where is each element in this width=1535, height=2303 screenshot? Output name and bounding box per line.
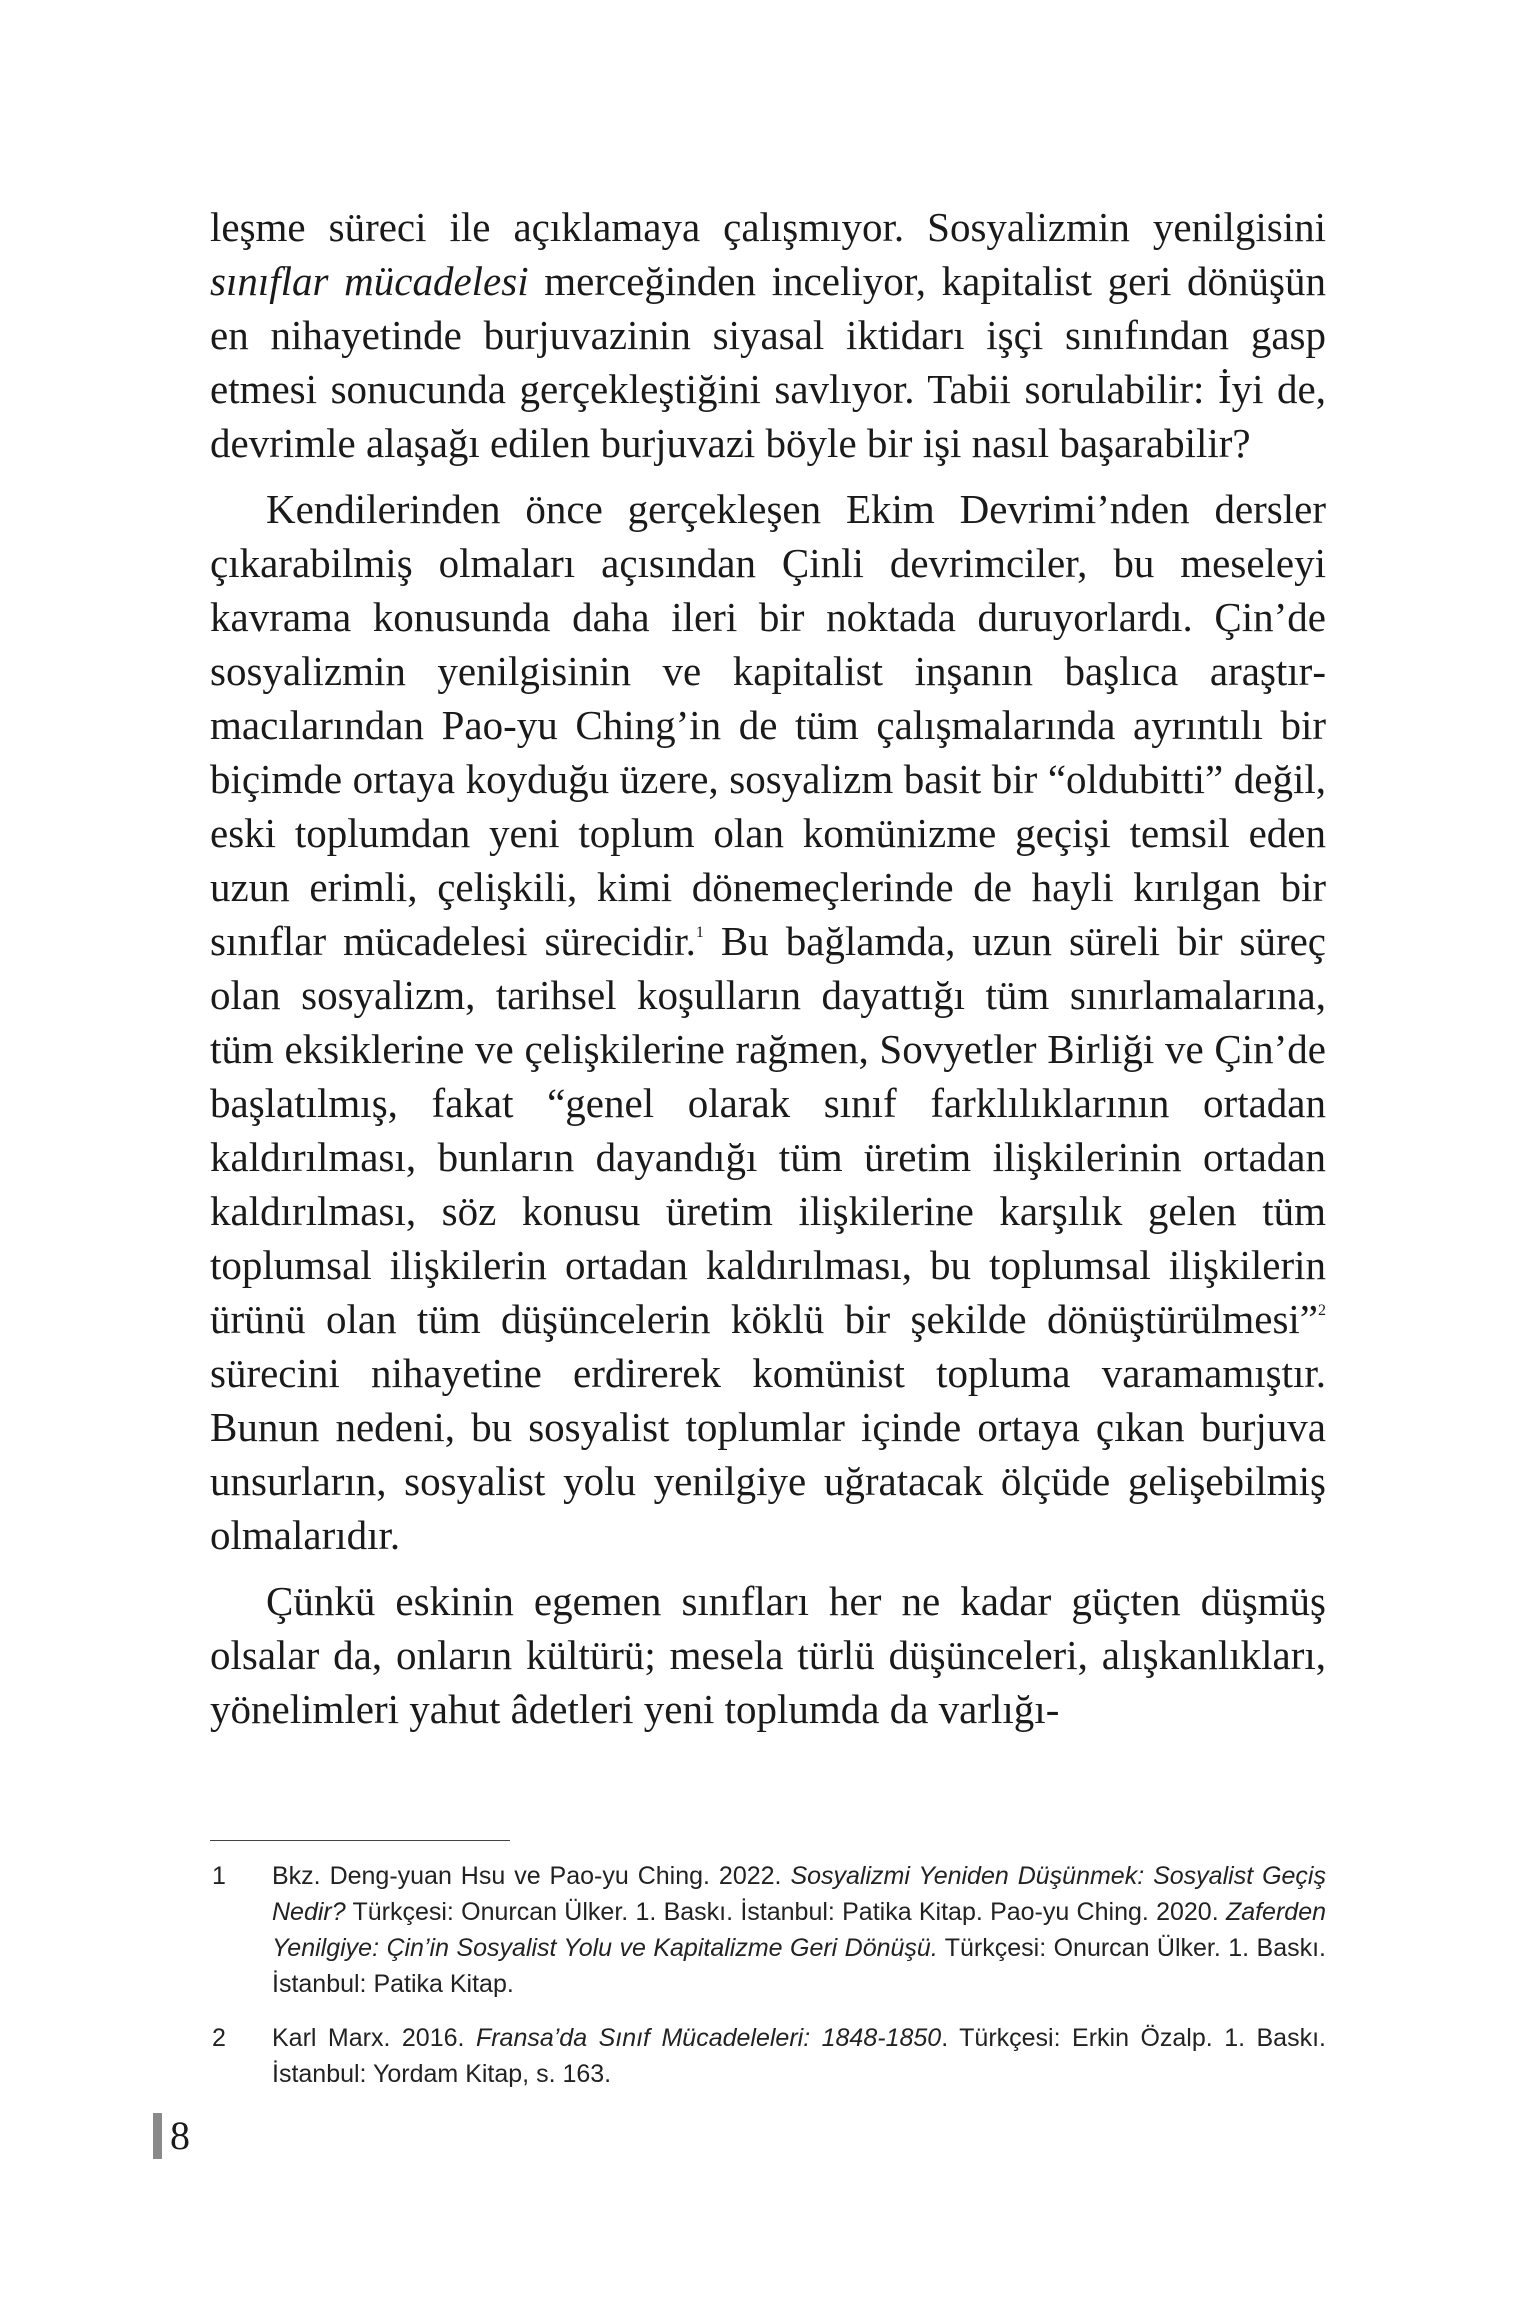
italic-text: Sosyalizmi Yeniden Düşünmek: Sosyalist Geçiş Nedir? [272,1862,1326,1926]
footnote-divider [210,1840,510,1841]
footnote-number: 2 [212,2024,226,2052]
footnote-text [272,2024,1326,2088]
paragraph-3 [210,1574,1326,1736]
page-number: 8 [170,2113,190,2158]
footnote-2 [210,2020,1326,2092]
footnote-ref: 1 [695,924,704,941]
italic-text: Fransa’da Sınıf Mücadeleleri: 1848-1850 [475,2024,942,2052]
paragraph-2 [210,482,1326,1562]
text-run: merceğinden inceliyor, kapitalist geri dönüşün en nihayetinde burjuvazinin siyasal iktidarı işçi sınıfından gasp etmesi sonucunda gerçekleştiğini savlıyor. Tabii sorulabilir: İyi de, devrimle alaşağı edilen burjuvazi böyle bir işi nasıl başarabilir? [210,258,1327,466]
text-run: Kendilerinden önce gerçekleşen Ekim Devrimi’nden dersler çıkarabilmiş olmaları açısından Çinli devrimciler, bu meseleyi kavrama konusunda daha ileri bir noktada duruyorlardı. Çin’de sosyalizmin yenilgisinin ve kapitalist inşanın başlıca araştırmacılarından Pao-yu Ching’in de tüm çalışmalarında ayrıntılı bir biçimde ortaya koyduğu üzere, sosyalizm basit bir “oldubitti” değil, eski toplumdan yeni toplum olan komünizme geçişi temsil eden uzun erimli, çelişkili, kimi dönemeçlerinde de hayli kırılgan bir sınıflar mücadelesi sürecidir. [210,486,1326,964]
text-run: Çünkü eskinin egemen sınıfları her ne kadar güçten düşmüş olsalar da, onların kültürü; mesela türlü düşünceleri, alışkanlıkları, yönelimleri yahut âdetleri yeni toplumda da varlığı- [210,1578,1326,1732]
footnote-text [272,1862,1326,1998]
text-run: leşme süreci ile açıklamaya çalışmıyor. Sosyalizmin yenilgisini [210,204,1326,250]
footnotes [210,1858,1326,2110]
footnote-number: 1 [212,1862,226,1890]
body-text [210,200,1326,1748]
text-run: Bu bağlamda, uzun süreli bir süreç olan sosyalizm, tarihsel koşulların dayattığı tüm sınırlamalarına, tüm eksiklerine ve çelişkilerine rağmen, Sovyetler Birliği ve Çin’de başlatılmış, fakat “genel olarak sınıf farklılıklarının ortadan kaldırılması, bunların dayandığı tüm üretim ilişkilerinin ortadan kaldırılması, söz konusu üretim ilişkilerine karşılık gelen tüm toplumsal ilişkilerin ortadan kaldırılması, bu toplumsal ilişkilerin ürünü olan tüm düşüncelerin köklü bir şekilde dönüştürülmesi” [210,918,1327,1342]
paragraph-1 [210,200,1326,470]
text-run: Türkçesi: Onurcan Ülker. 1. Baskı. İstanbul: Patika Kitap. [272,1934,1326,1998]
italic-text: Zaferden Yenilgiye: Çin’in Sosyalist Yolu ve Kapitalizme Geri Dönüşü. [272,1898,1326,1962]
footnote-1 [210,1858,1326,2002]
text-run: . Türkçesi: Erkin Özalp. 1. Baskı. İstanbul: Yordam Kitap, s. 163. [272,2024,1326,2088]
page-number-block [153,2112,190,2160]
italic-text: sınıflar mücadelesi [210,258,529,304]
text-run: sürecini nihayetine erdirerek komünist topluma varamamıştır. Bunun nedeni, bu sosyalist toplumlar içinde ortaya çıkan burjuva unsurların, sosyalist yolu yenilgiye uğratacak ölçüde gelişebilmiş olmalarıdır. [210,1350,1326,1558]
text-run: Bkz. Deng-yuan Hsu ve Pao-yu Ching. 2022. [272,1862,791,1890]
page-number-bar [153,2113,162,2159]
footnote-ref: 2 [1318,1302,1326,1319]
text-run: Karl Marx. 2016. [272,2024,476,2052]
text-run: Türkçesi: Onurcan Ülker. 1. Baskı. İstanbul: Patika Kitap. Pao-yu Ching. 2020. [345,1898,1226,1926]
